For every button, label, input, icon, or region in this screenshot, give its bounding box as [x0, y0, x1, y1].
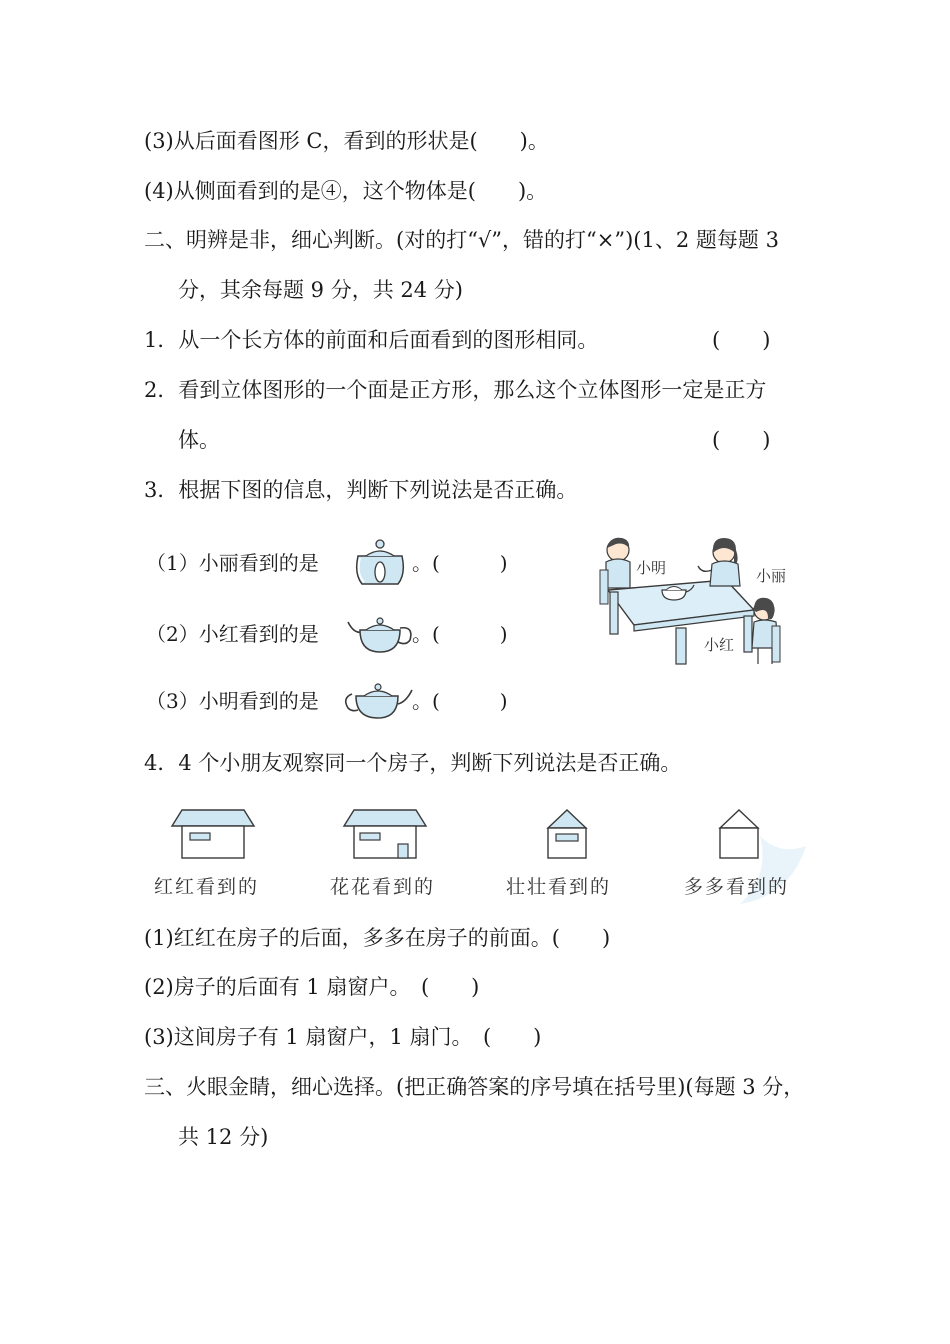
q4-statement-1: (1)红红在房子的后面，多多在房子的前面。( )	[144, 926, 611, 950]
question-4: (4)从侧面看到的是④，这个物体是( )。	[144, 179, 548, 203]
section-3-heading: 三、火眼金睛，细心选择。(把正确答案的序号填在括号里)(每题 3 分，	[144, 1075, 805, 1099]
q3-item-2-bracket[interactable]: 。( )	[412, 622, 508, 646]
teapot-side-handle-right-icon	[346, 612, 416, 658]
judge-question-3: 3．根据下图的信息，判断下列说法是否正确。	[144, 478, 578, 502]
q3-item-1-label: （1）小丽看到的是	[146, 551, 319, 575]
q3-item-1-bracket[interactable]: 。( )	[412, 551, 508, 575]
q3-item-3-label: （3）小明看到的是	[146, 689, 319, 713]
q3-item-3-bracket[interactable]: 。( )	[412, 689, 508, 713]
house-caption-2: 花花看到的	[330, 876, 436, 898]
section-2-heading-cont: 分，其余每题 9 分，共 24 分)	[178, 278, 463, 302]
children-around-table-illustration	[596, 530, 796, 670]
section-2-heading: 二、明辨是非，细心判断。(对的打“√”，错的打“×”)(1、2 题每题 3	[144, 228, 779, 252]
house-caption-1: 红红看到的	[154, 876, 260, 898]
label-xiaoli: 小丽	[756, 567, 787, 585]
house-caption-4: 多多看到的	[684, 876, 790, 898]
answer-bracket-2[interactable]: ( )	[712, 428, 771, 452]
house-side-view-window-icon	[544, 806, 590, 862]
judge-question-2-cont: 体。	[178, 428, 220, 452]
house-front-view-icon	[342, 808, 428, 862]
question-3: (3)从后面看图形 C，看到的形状是( )。	[144, 129, 549, 153]
teapot-top-view-icon	[352, 536, 408, 588]
label-xiaohong: 小红	[704, 636, 735, 654]
judge-question-2: 2．看到立体图形的一个面是正方形，那么这个立体图形一定是正方	[144, 378, 767, 402]
teapot-side-spout-right-icon	[342, 680, 416, 722]
q4-statement-2: (2)房子的后面有 1 扇窗户。 ( )	[144, 975, 480, 999]
label-xiaoming: 小明	[636, 559, 667, 577]
answer-bracket-1[interactable]: ( )	[712, 328, 771, 352]
q4-statement-3: (3)这间房子有 1 扇窗户，1 扇门。 ( )	[144, 1025, 542, 1049]
judge-question-4: 4．4 个小朋友观察同一个房子，判断下列说法是否正确。	[144, 751, 682, 775]
house-caption-3: 壮壮看到的	[506, 876, 612, 898]
q3-item-2-label: （2）小红看到的是	[146, 622, 319, 646]
house-back-view-icon	[170, 808, 256, 862]
section-3-heading-cont: 共 12 分)	[178, 1125, 269, 1149]
judge-question-1: 1．从一个长方体的前面和后面看到的图形相同。	[144, 328, 599, 352]
